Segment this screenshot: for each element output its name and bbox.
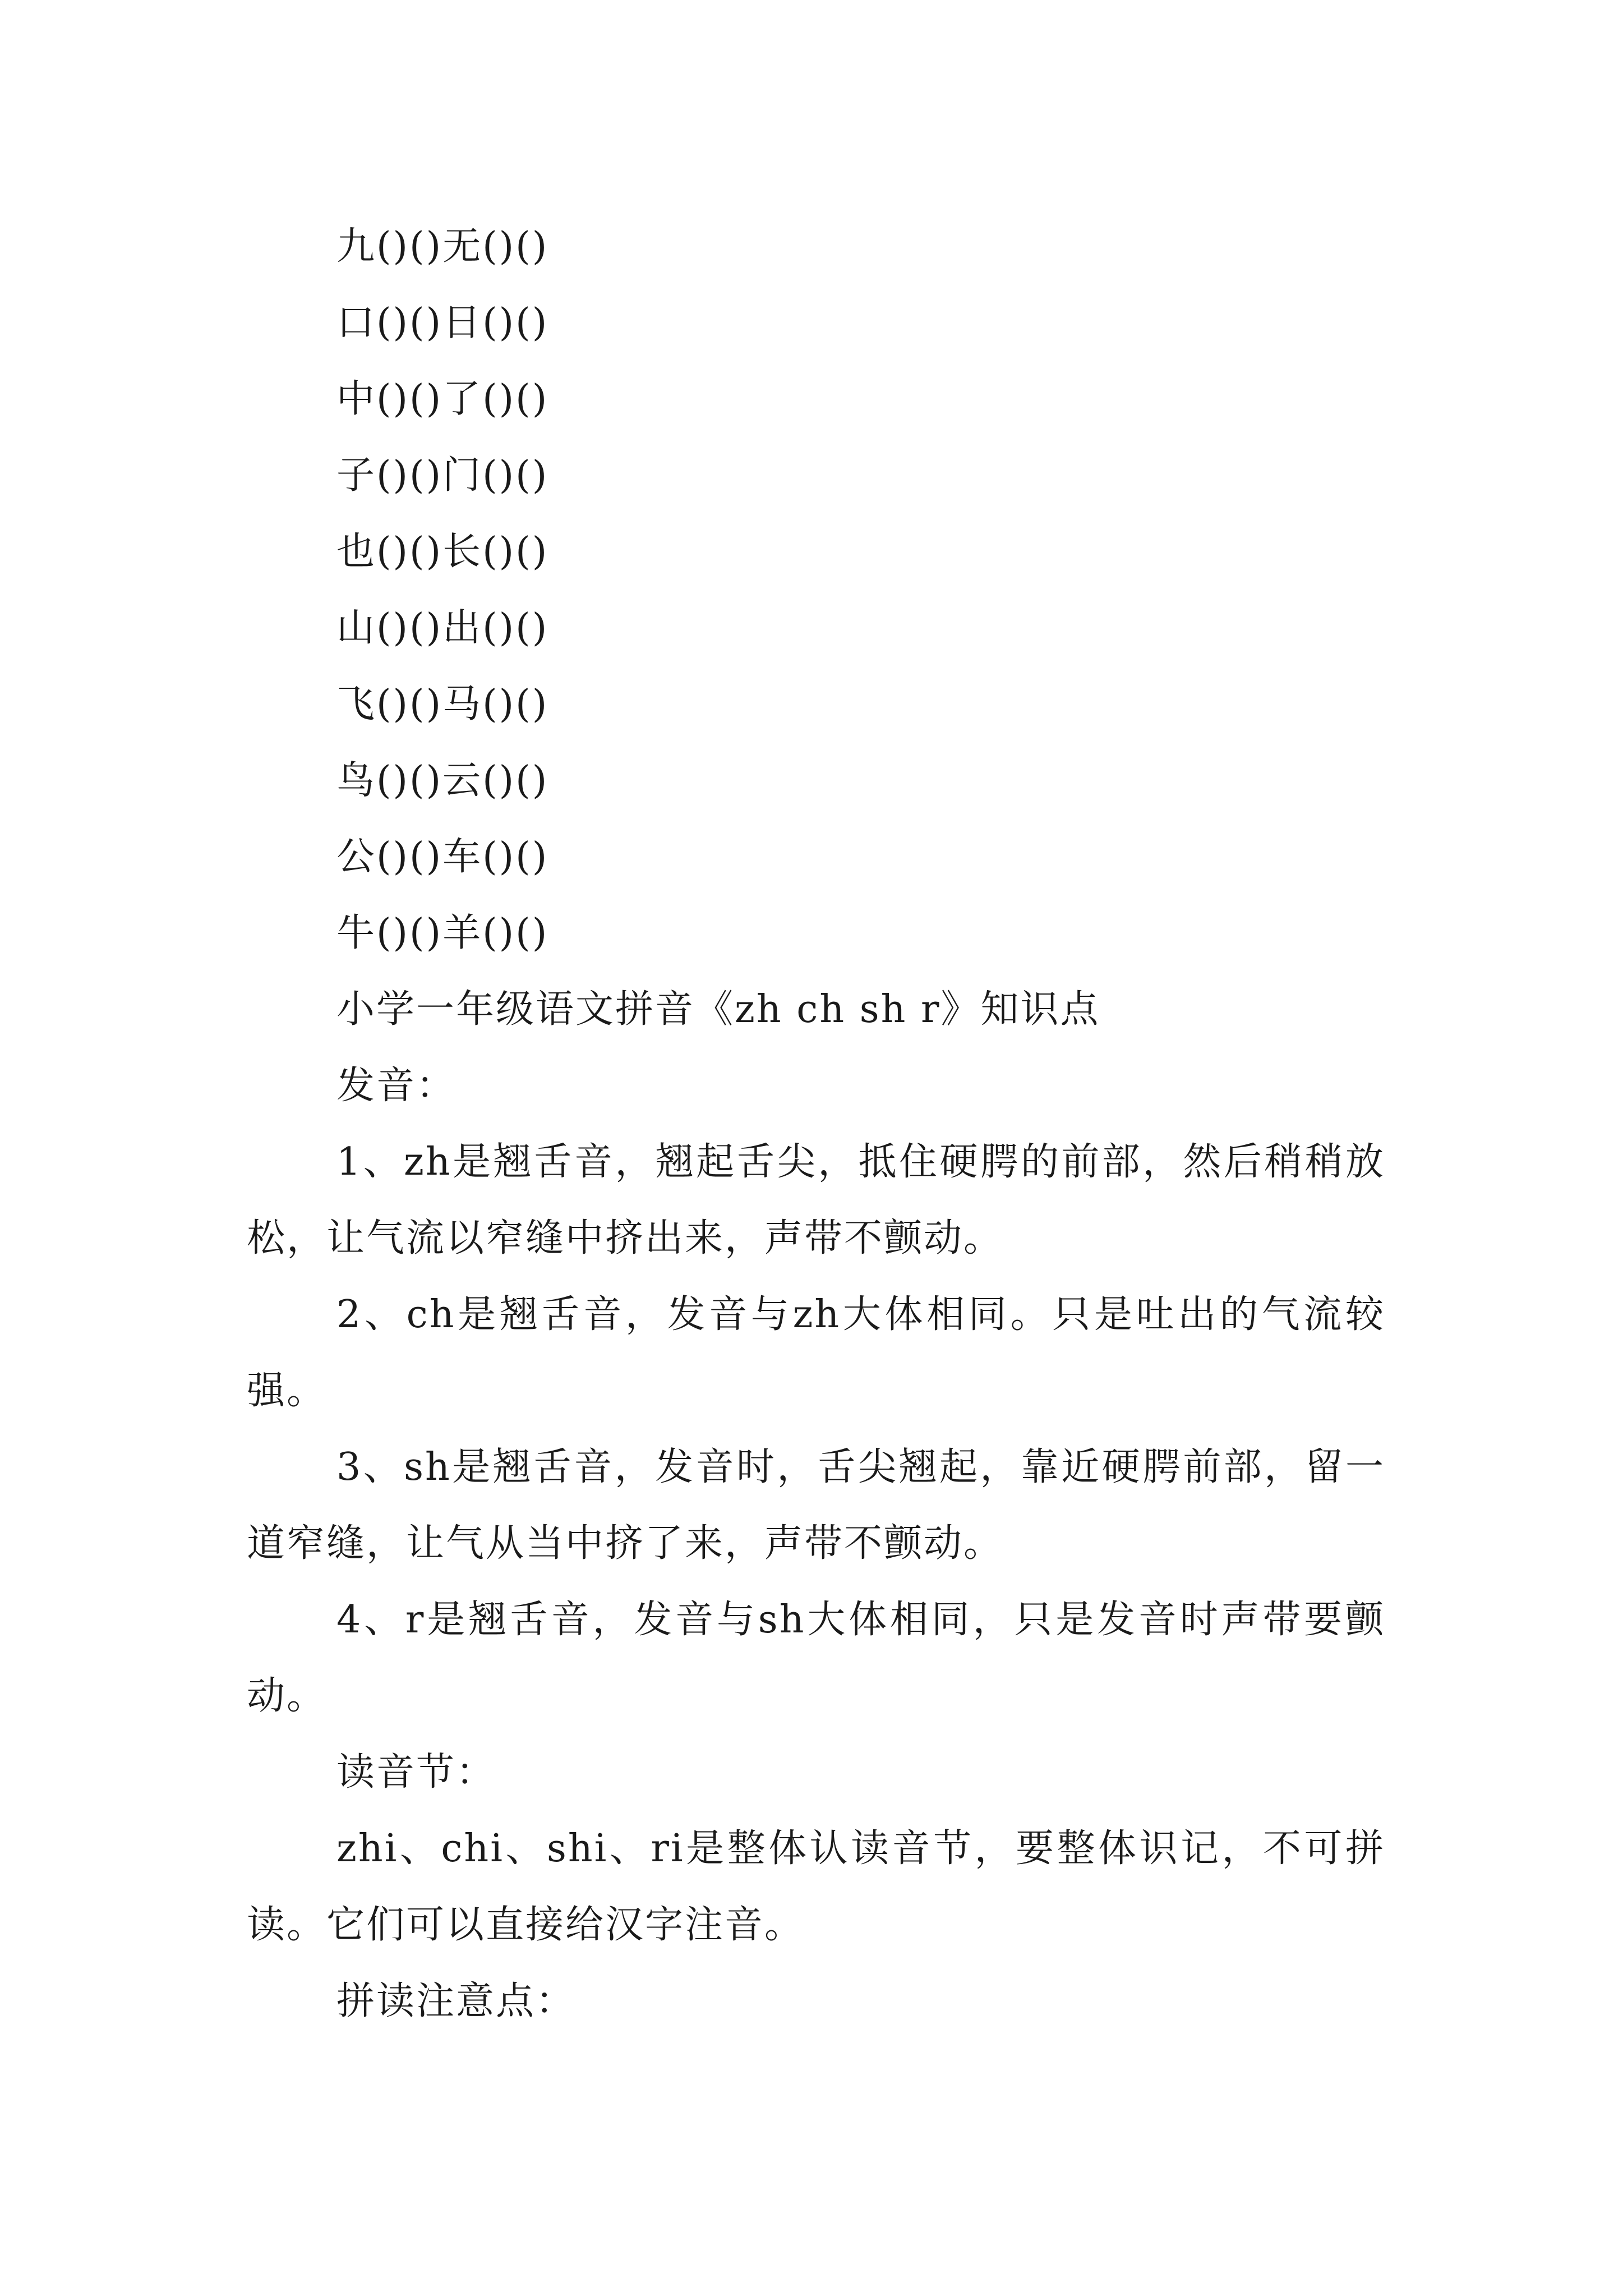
pronunciation-item: 4、r是翘舌音，发音与sh大体相同，只是发音时声带要颤动。 <box>247 1598 1385 1718</box>
exercise-line: 公()()车()() <box>336 835 549 879</box>
pronunciation-item: 3、sh是翘舌音，发音时，舌尖翘起，靠近硬腭前部，留一道窄缝，让气从当中挤了来，声带不颤动。 <box>247 1445 1385 1566</box>
pronunciation-item: 2、ch是翘舌音，发音与zh大体相同。只是吐出的气流较强。 <box>247 1292 1385 1413</box>
spelling-heading: 拼读注意点： <box>336 1979 576 2023</box>
exercise-line: 也()()长()() <box>336 530 549 574</box>
exercise-line: 飞()()马()() <box>336 682 549 726</box>
syllable-heading: 读音节： <box>336 1750 496 1795</box>
pronunciation-heading: 发音： <box>336 1064 457 1108</box>
document-body <box>247 209 1385 2040</box>
exercise-line: 牛()()羊()() <box>336 911 549 955</box>
section-title: 小学一年级语文拼音《zh ch sh r》知识点 <box>336 987 1100 1032</box>
exercise-line: 口()()日()() <box>336 301 549 345</box>
exercise-line: 鸟()()云()() <box>336 758 549 803</box>
exercise-line: 子()()门()() <box>336 453 549 498</box>
exercise-line: 九()()无()() <box>336 224 549 269</box>
exercise-line: 山()()出()() <box>336 606 549 650</box>
pronunciation-item: 1、zh是翘舌音，翘起舌尖，抵住硬腭的前部，然后稍稍放松，让气流以窄缝中挤出来，声带不颤动。 <box>247 1140 1385 1260</box>
exercise-line: 中()()了()() <box>336 377 549 421</box>
syllable-text: zhi、chi、shi、ri是整体认读音节，要整体识记，不可拼读。它们可以直接给汉字注音。 <box>247 1826 1385 1947</box>
